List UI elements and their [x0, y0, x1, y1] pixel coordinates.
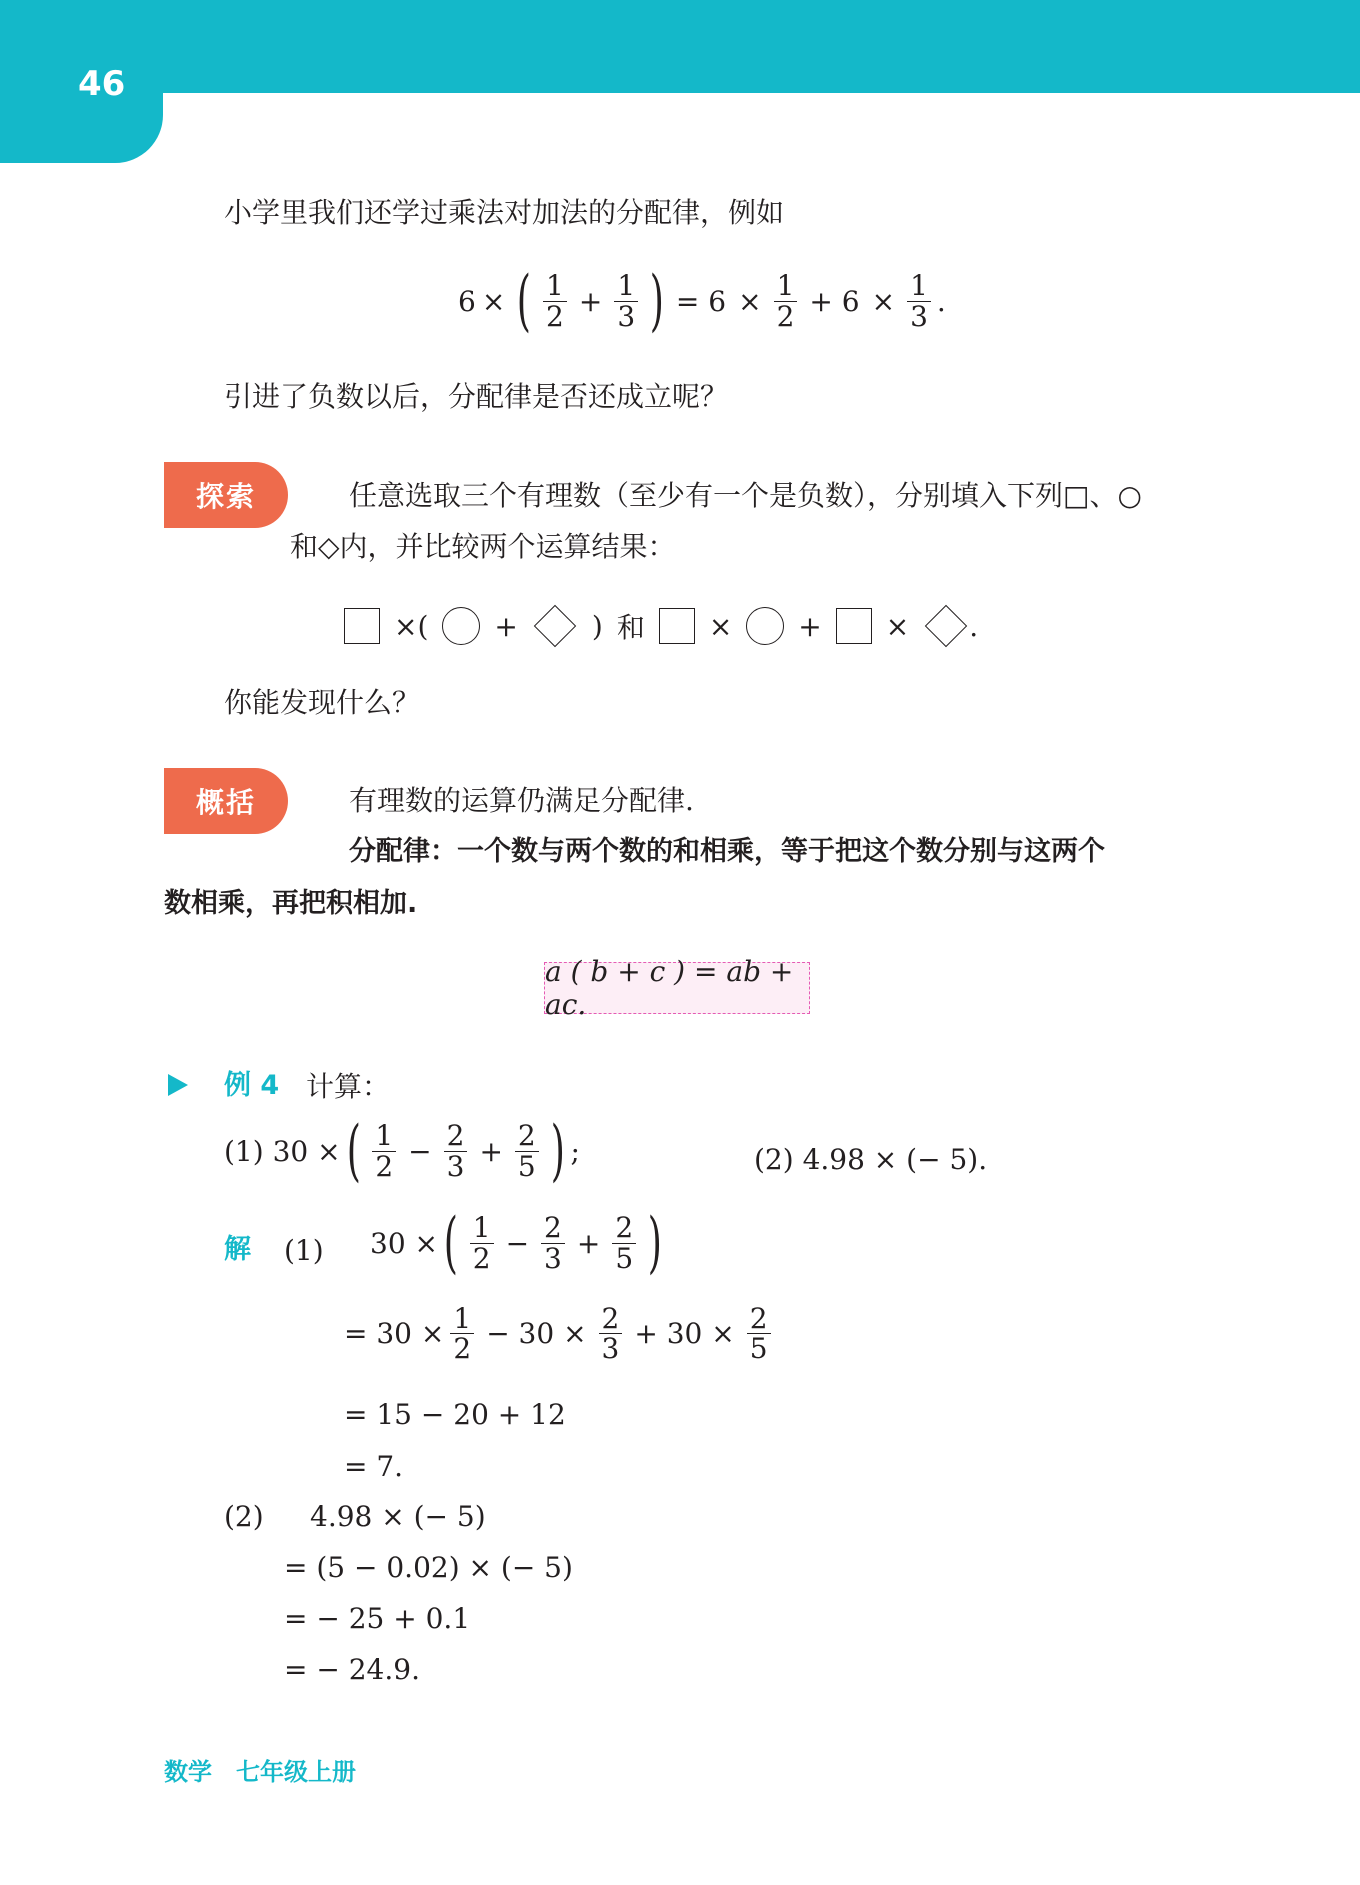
- shape-expression: [344, 604, 978, 648]
- solution-2-line-2: = (5 − 0.02) × (− 5): [284, 1551, 573, 1584]
- eq-rhs-mid: + 6: [809, 284, 860, 318]
- problem-1: [224, 1112, 580, 1189]
- shape-end: .: [969, 609, 979, 643]
- intro-equation: [458, 262, 946, 339]
- shape-times-3: ×: [885, 609, 910, 643]
- p1-fraction-b: $\frac{2}{3}$: [444, 1121, 468, 1181]
- shape-lparen: (: [417, 609, 429, 643]
- solution-2-line-1: 4.98 × (− 5): [310, 1500, 486, 1533]
- shape-and: 和: [616, 611, 645, 644]
- s1-l2-a: = 30 ×: [344, 1317, 445, 1351]
- s1-l2-c: + 30 ×: [634, 1317, 735, 1351]
- shape-times-1: ×: [394, 609, 418, 643]
- s1-l2-fraction-1: $\frac{1}{2}$: [450, 1304, 474, 1364]
- explore-question: 你能发现什么？: [224, 686, 421, 719]
- p1-plus: +: [479, 1134, 503, 1168]
- s1-l2-b: − 30 ×: [486, 1317, 587, 1351]
- diamond-shape-2: [925, 605, 967, 647]
- s1-head: 30 ×: [370, 1226, 438, 1260]
- example-label: 例 4: [224, 1070, 280, 1101]
- p1-fraction-a: $\frac{1}{2}$: [372, 1121, 396, 1181]
- solution-1-label: (1): [284, 1234, 324, 1267]
- p1-rparen: ): [550, 1112, 565, 1189]
- book-footer: 数学 七年级上册: [164, 1758, 356, 1786]
- shape-rparen: ): [591, 609, 603, 643]
- eq-lparen: (: [517, 262, 532, 339]
- eq-rhs-fraction-2: $\frac{1}{3}$: [907, 271, 931, 331]
- s1-l2-fraction-3: $\frac{2}{5}$: [747, 1304, 771, 1364]
- eq-end: .: [936, 284, 946, 318]
- eq-rhs-a: = 6: [675, 284, 727, 318]
- eq-times: ×: [481, 284, 506, 318]
- p1-end: ;: [570, 1134, 580, 1168]
- eq-times-2: ×: [738, 284, 762, 318]
- explore-line-2: 和◇内，并比较两个运算结果：: [290, 530, 676, 563]
- eq-rhs-fraction-1: $\frac{1}{2}$: [774, 271, 798, 331]
- eq-plus: +: [578, 284, 603, 318]
- summary-bold-line-2: 数相乘，再把积相加.: [164, 888, 418, 919]
- distributive-formula: [544, 955, 810, 1021]
- solution-2-line-4: = − 24.9.: [284, 1653, 420, 1686]
- solution-2-line-3: = − 25 + 0.1: [284, 1602, 471, 1635]
- shape-plus-2: +: [798, 609, 822, 643]
- problem-2: (2) 4.98 × (− 5).: [754, 1143, 988, 1176]
- shape-times-2: ×: [708, 609, 733, 643]
- eq-coefficient: 6: [458, 284, 476, 318]
- summary-badge: 概括: [164, 768, 288, 834]
- p1-minus: −: [408, 1134, 432, 1168]
- p1-label: (1) 30 ×: [224, 1134, 341, 1168]
- s1-lparen: (: [443, 1204, 458, 1281]
- diamond-shape-1: [534, 605, 576, 647]
- solution-1-line-1: [370, 1204, 668, 1281]
- eq-rparen: ): [649, 262, 665, 339]
- square-shape-1: [344, 608, 380, 644]
- solution-label: 解: [224, 1234, 251, 1265]
- square-shape-2: [659, 608, 695, 644]
- s1-plus: +: [576, 1226, 601, 1260]
- p1-fraction-c: $\frac{2}{5}$: [515, 1121, 539, 1181]
- circle-shape-2: [746, 607, 784, 645]
- page-number: 46: [78, 64, 126, 104]
- s1-minus: −: [505, 1226, 530, 1260]
- summary-bold-line-1: 分配律：一个数与两个数的和相乘，等于把这个数分别与这两个: [349, 836, 1105, 867]
- explore-line-1: 任意选取三个有理数（至少有一个是负数），分别填入下列□、○: [349, 479, 1142, 512]
- eq-fraction-1: $\frac{1}{2}$: [543, 271, 567, 331]
- solution-1-line-4: = 7.: [344, 1450, 404, 1483]
- eq-fraction-2: $\frac{1}{3}$: [614, 271, 638, 331]
- eq-times-3: ×: [871, 284, 896, 318]
- s1-rparen: ): [647, 1204, 663, 1281]
- shape-plus-1: +: [494, 609, 518, 643]
- s1-fraction-c: $\frac{2}{5}$: [612, 1213, 636, 1273]
- circle-shape-1: [442, 607, 480, 645]
- summary-line-1: 有理数的运算仍满足分配律.: [349, 784, 694, 817]
- solution-2-label: (2): [224, 1500, 264, 1533]
- square-shape-3: [836, 608, 872, 644]
- formula-text: a ( b + c ) = ab + ac.: [545, 955, 794, 1021]
- s1-fraction-b: $\frac{2}{3}$: [541, 1213, 565, 1273]
- header-bar: [0, 0, 1360, 93]
- intro-line-1: 小学里我们还学过乘法对加法的分配律，例如: [224, 196, 785, 229]
- intro-line-2: 引进了负数以后，分配律是否还成立呢？: [224, 380, 729, 413]
- play-arrow-icon: [168, 1074, 188, 1096]
- solution-1-line-3: = 15 − 20 + 12: [344, 1398, 566, 1431]
- example-title: 计算：: [306, 1070, 391, 1103]
- solution-1-line-2: [344, 1304, 777, 1364]
- p1-lparen: (: [346, 1112, 361, 1189]
- s1-fraction-a: $\frac{1}{2}$: [470, 1213, 494, 1273]
- explore-badge: 探索: [164, 462, 288, 528]
- s1-l2-fraction-2: $\frac{2}{3}$: [599, 1304, 623, 1364]
